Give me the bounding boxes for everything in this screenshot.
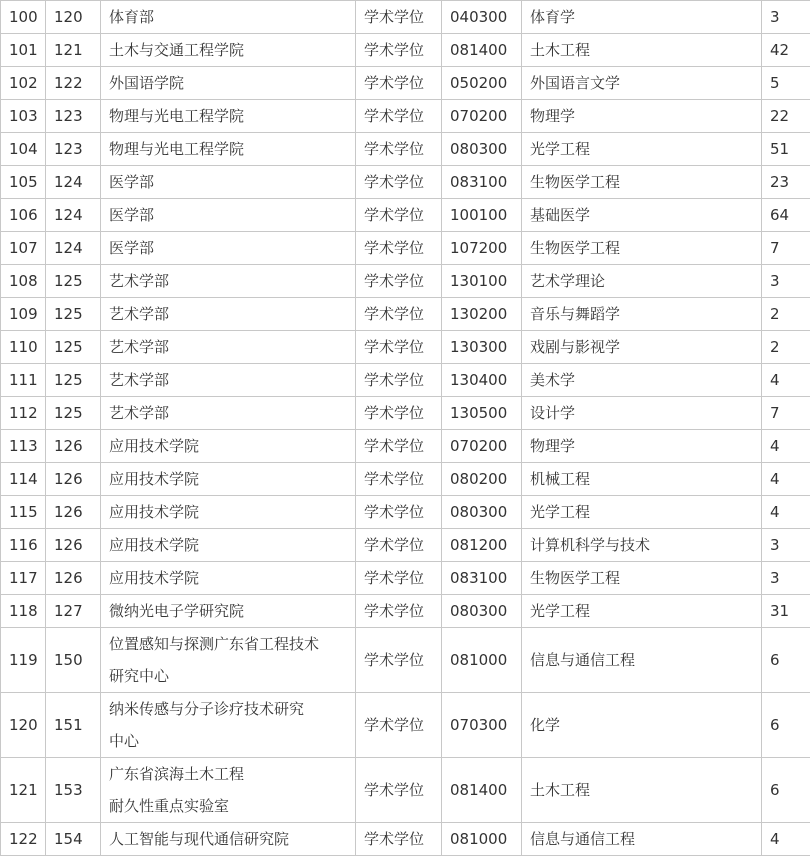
degree-type-cell: 学术学位 [356,331,442,364]
degree-type-cell: 学术学位 [356,430,442,463]
major-name-cell: 艺术学理论 [522,265,762,298]
row-number-cell: 103 [1,100,46,133]
row-number-cell: 119 [1,628,46,693]
school-name-cell: 艺术学部 [101,298,356,331]
table-row [1,232,810,265]
row-number-cell: 120 [1,693,46,758]
major-name-cell: 化学 [522,693,762,758]
row-number-cell: 121 [1,758,46,823]
school-name-cell: 应用技术学院 [101,463,356,496]
degree-type-cell: 学术学位 [356,562,442,595]
major-name-cell: 计算机科学与技术 [522,529,762,562]
school-code-cell: 121 [46,34,101,67]
school-name-line: 中心 [109,732,140,750]
quota-cell: 6 [762,628,810,693]
school-code-cell: 125 [46,298,101,331]
major-code-cell: 070200 [442,100,522,133]
quota-cell: 23 [762,166,810,199]
row-number-cell: 112 [1,397,46,430]
school-code-cell: 125 [46,265,101,298]
school-code-cell: 125 [46,397,101,430]
school-name-cell: 艺术学部 [101,397,356,430]
row-number-cell: 110 [1,331,46,364]
table-row [1,463,810,496]
major-code-cell: 081000 [442,628,522,693]
table-row [1,430,810,463]
row-number-cell: 117 [1,562,46,595]
table-row [1,758,810,823]
major-code-cell: 130300 [442,331,522,364]
table-row [1,331,810,364]
school-code-cell: 150 [46,628,101,693]
school-code-cell: 127 [46,595,101,628]
school-code-cell: 154 [46,823,101,856]
quota-cell: 22 [762,100,810,133]
row-number-cell: 107 [1,232,46,265]
row-number-cell: 113 [1,430,46,463]
school-code-cell: 120 [46,1,101,34]
major-name-cell: 信息与通信工程 [522,823,762,856]
row-number-cell: 122 [1,823,46,856]
quota-cell: 4 [762,463,810,496]
major-name-cell: 生物医学工程 [522,166,762,199]
major-name-cell: 光学工程 [522,496,762,529]
school-code-cell: 125 [46,331,101,364]
school-code-cell: 125 [46,364,101,397]
quota-cell: 3 [762,1,810,34]
school-code-cell: 126 [46,463,101,496]
school-name-cell: 物理与光电工程学院 [101,133,356,166]
degree-type-cell: 学术学位 [356,693,442,758]
degree-type-cell: 学术学位 [356,397,442,430]
degree-type-cell: 学术学位 [356,529,442,562]
school-name-cell: 医学部 [101,166,356,199]
row-number-cell: 106 [1,199,46,232]
major-code-cell: 040300 [442,1,522,34]
major-name-cell: 美术学 [522,364,762,397]
major-code-cell: 130200 [442,298,522,331]
row-number-cell: 101 [1,34,46,67]
quota-cell: 3 [762,529,810,562]
table-body [1,1,810,856]
school-name-cell: 人工智能与现代通信研究院 [101,823,356,856]
degree-type-cell: 学术学位 [356,496,442,529]
major-code-cell: 080200 [442,463,522,496]
row-number-cell: 100 [1,1,46,34]
row-number-cell: 111 [1,364,46,397]
major-name-cell: 音乐与舞蹈学 [522,298,762,331]
row-number-cell: 102 [1,67,46,100]
major-code-cell: 080300 [442,496,522,529]
quota-cell: 4 [762,430,810,463]
school-code-cell: 126 [46,496,101,529]
degree-type-cell: 学术学位 [356,463,442,496]
major-name-cell: 戏剧与影视学 [522,331,762,364]
degree-type-cell: 学术学位 [356,265,442,298]
table-row [1,562,810,595]
school-name-cell: 应用技术学院 [101,496,356,529]
table-row [1,693,810,758]
degree-type-cell: 学术学位 [356,100,442,133]
degree-type-cell: 学术学位 [356,166,442,199]
school-name-cell [101,628,356,693]
row-number-cell: 115 [1,496,46,529]
degree-type-cell: 学术学位 [356,1,442,34]
major-code-cell: 107200 [442,232,522,265]
major-name-cell: 体育学 [522,1,762,34]
degree-type-cell: 学术学位 [356,199,442,232]
major-code-cell: 083100 [442,166,522,199]
school-code-cell: 124 [46,199,101,232]
school-name-cell: 应用技术学院 [101,529,356,562]
major-name-cell: 信息与通信工程 [522,628,762,693]
degree-type-cell: 学术学位 [356,232,442,265]
table-row [1,595,810,628]
table-row [1,628,810,693]
school-name-line: 研究中心 [109,667,170,685]
row-number-cell: 116 [1,529,46,562]
major-name-cell: 物理学 [522,430,762,463]
quota-cell: 7 [762,232,810,265]
table-row [1,166,810,199]
school-code-cell: 153 [46,758,101,823]
table-row [1,496,810,529]
quota-cell: 42 [762,34,810,67]
row-number-cell: 114 [1,463,46,496]
quota-cell: 5 [762,67,810,100]
major-code-cell: 100100 [442,199,522,232]
quota-cell: 51 [762,133,810,166]
school-name-line: 广东省滨海土木工程 [109,765,245,783]
degree-type-cell: 学术学位 [356,758,442,823]
major-code-cell: 070200 [442,430,522,463]
school-name-cell: 应用技术学院 [101,430,356,463]
major-code-cell: 130500 [442,397,522,430]
major-name-cell: 基础医学 [522,199,762,232]
major-name-cell: 光学工程 [522,595,762,628]
school-name-cell [101,758,356,823]
major-name-cell: 外国语言文学 [522,67,762,100]
school-name-cell: 土木与交通工程学院 [101,34,356,67]
quota-cell: 31 [762,595,810,628]
school-name-cell: 医学部 [101,199,356,232]
table-row [1,298,810,331]
row-number-cell: 105 [1,166,46,199]
school-name-cell: 医学部 [101,232,356,265]
quota-cell: 64 [762,199,810,232]
table-row [1,823,810,856]
degree-type-cell: 学术学位 [356,595,442,628]
table-row [1,34,810,67]
quota-cell: 4 [762,496,810,529]
table-row [1,265,810,298]
school-name-cell: 艺术学部 [101,265,356,298]
table-row [1,100,810,133]
degree-type-cell: 学术学位 [356,298,442,331]
major-name-cell: 设计学 [522,397,762,430]
school-name-cell [101,693,356,758]
major-code-cell: 083100 [442,562,522,595]
degree-type-cell: 学术学位 [356,628,442,693]
school-code-cell: 123 [46,100,101,133]
school-code-cell: 151 [46,693,101,758]
quota-cell: 6 [762,758,810,823]
major-name-cell: 机械工程 [522,463,762,496]
degree-type-cell: 学术学位 [356,133,442,166]
quota-cell: 7 [762,397,810,430]
school-name-line: 纳米传感与分子诊疗技术研究 [109,700,305,718]
major-code-cell: 080300 [442,133,522,166]
row-number-cell: 108 [1,265,46,298]
major-name-cell: 生物医学工程 [522,562,762,595]
school-code-cell: 124 [46,166,101,199]
degree-type-cell: 学术学位 [356,34,442,67]
quota-cell: 3 [762,562,810,595]
major-name-cell: 土木工程 [522,34,762,67]
major-code-cell: 081400 [442,34,522,67]
row-number-cell: 104 [1,133,46,166]
school-name-line: 位置感知与探测广东省工程技术 [109,635,320,653]
school-name-cell: 微纳光电子学研究院 [101,595,356,628]
major-code-cell: 070300 [442,693,522,758]
table-row [1,397,810,430]
major-name-cell: 物理学 [522,100,762,133]
degree-type-cell: 学术学位 [356,823,442,856]
major-name-cell: 光学工程 [522,133,762,166]
table-row [1,1,810,34]
school-name-line: 耐久性重点实验室 [109,797,230,815]
major-code-cell: 081400 [442,758,522,823]
school-name-cell: 艺术学部 [101,364,356,397]
major-code-cell: 080300 [442,595,522,628]
school-code-cell: 126 [46,430,101,463]
table-row [1,133,810,166]
table-row [1,364,810,397]
school-name-cell: 外国语学院 [101,67,356,100]
major-name-cell: 土木工程 [522,758,762,823]
quota-cell: 6 [762,693,810,758]
school-code-cell: 122 [46,67,101,100]
table-row [1,199,810,232]
school-code-cell: 124 [46,232,101,265]
school-name-cell: 应用技术学院 [101,562,356,595]
school-code-cell: 126 [46,562,101,595]
quota-cell: 4 [762,823,810,856]
row-number-cell: 118 [1,595,46,628]
school-name-cell: 体育部 [101,1,356,34]
row-number-cell: 109 [1,298,46,331]
major-name-cell: 生物医学工程 [522,232,762,265]
major-code-cell: 130400 [442,364,522,397]
quota-cell: 2 [762,298,810,331]
table-row [1,529,810,562]
degree-type-cell: 学术学位 [356,364,442,397]
major-code-cell: 081200 [442,529,522,562]
major-code-cell: 130100 [442,265,522,298]
major-code-cell: 081000 [442,823,522,856]
school-name-cell: 艺术学部 [101,331,356,364]
quota-cell: 3 [762,265,810,298]
quota-cell: 2 [762,331,810,364]
school-code-cell: 126 [46,529,101,562]
school-code-cell: 123 [46,133,101,166]
table-row [1,67,810,100]
school-name-cell: 物理与光电工程学院 [101,100,356,133]
degree-type-cell: 学术学位 [356,67,442,100]
major-code-cell: 050200 [442,67,522,100]
quota-cell: 4 [762,364,810,397]
